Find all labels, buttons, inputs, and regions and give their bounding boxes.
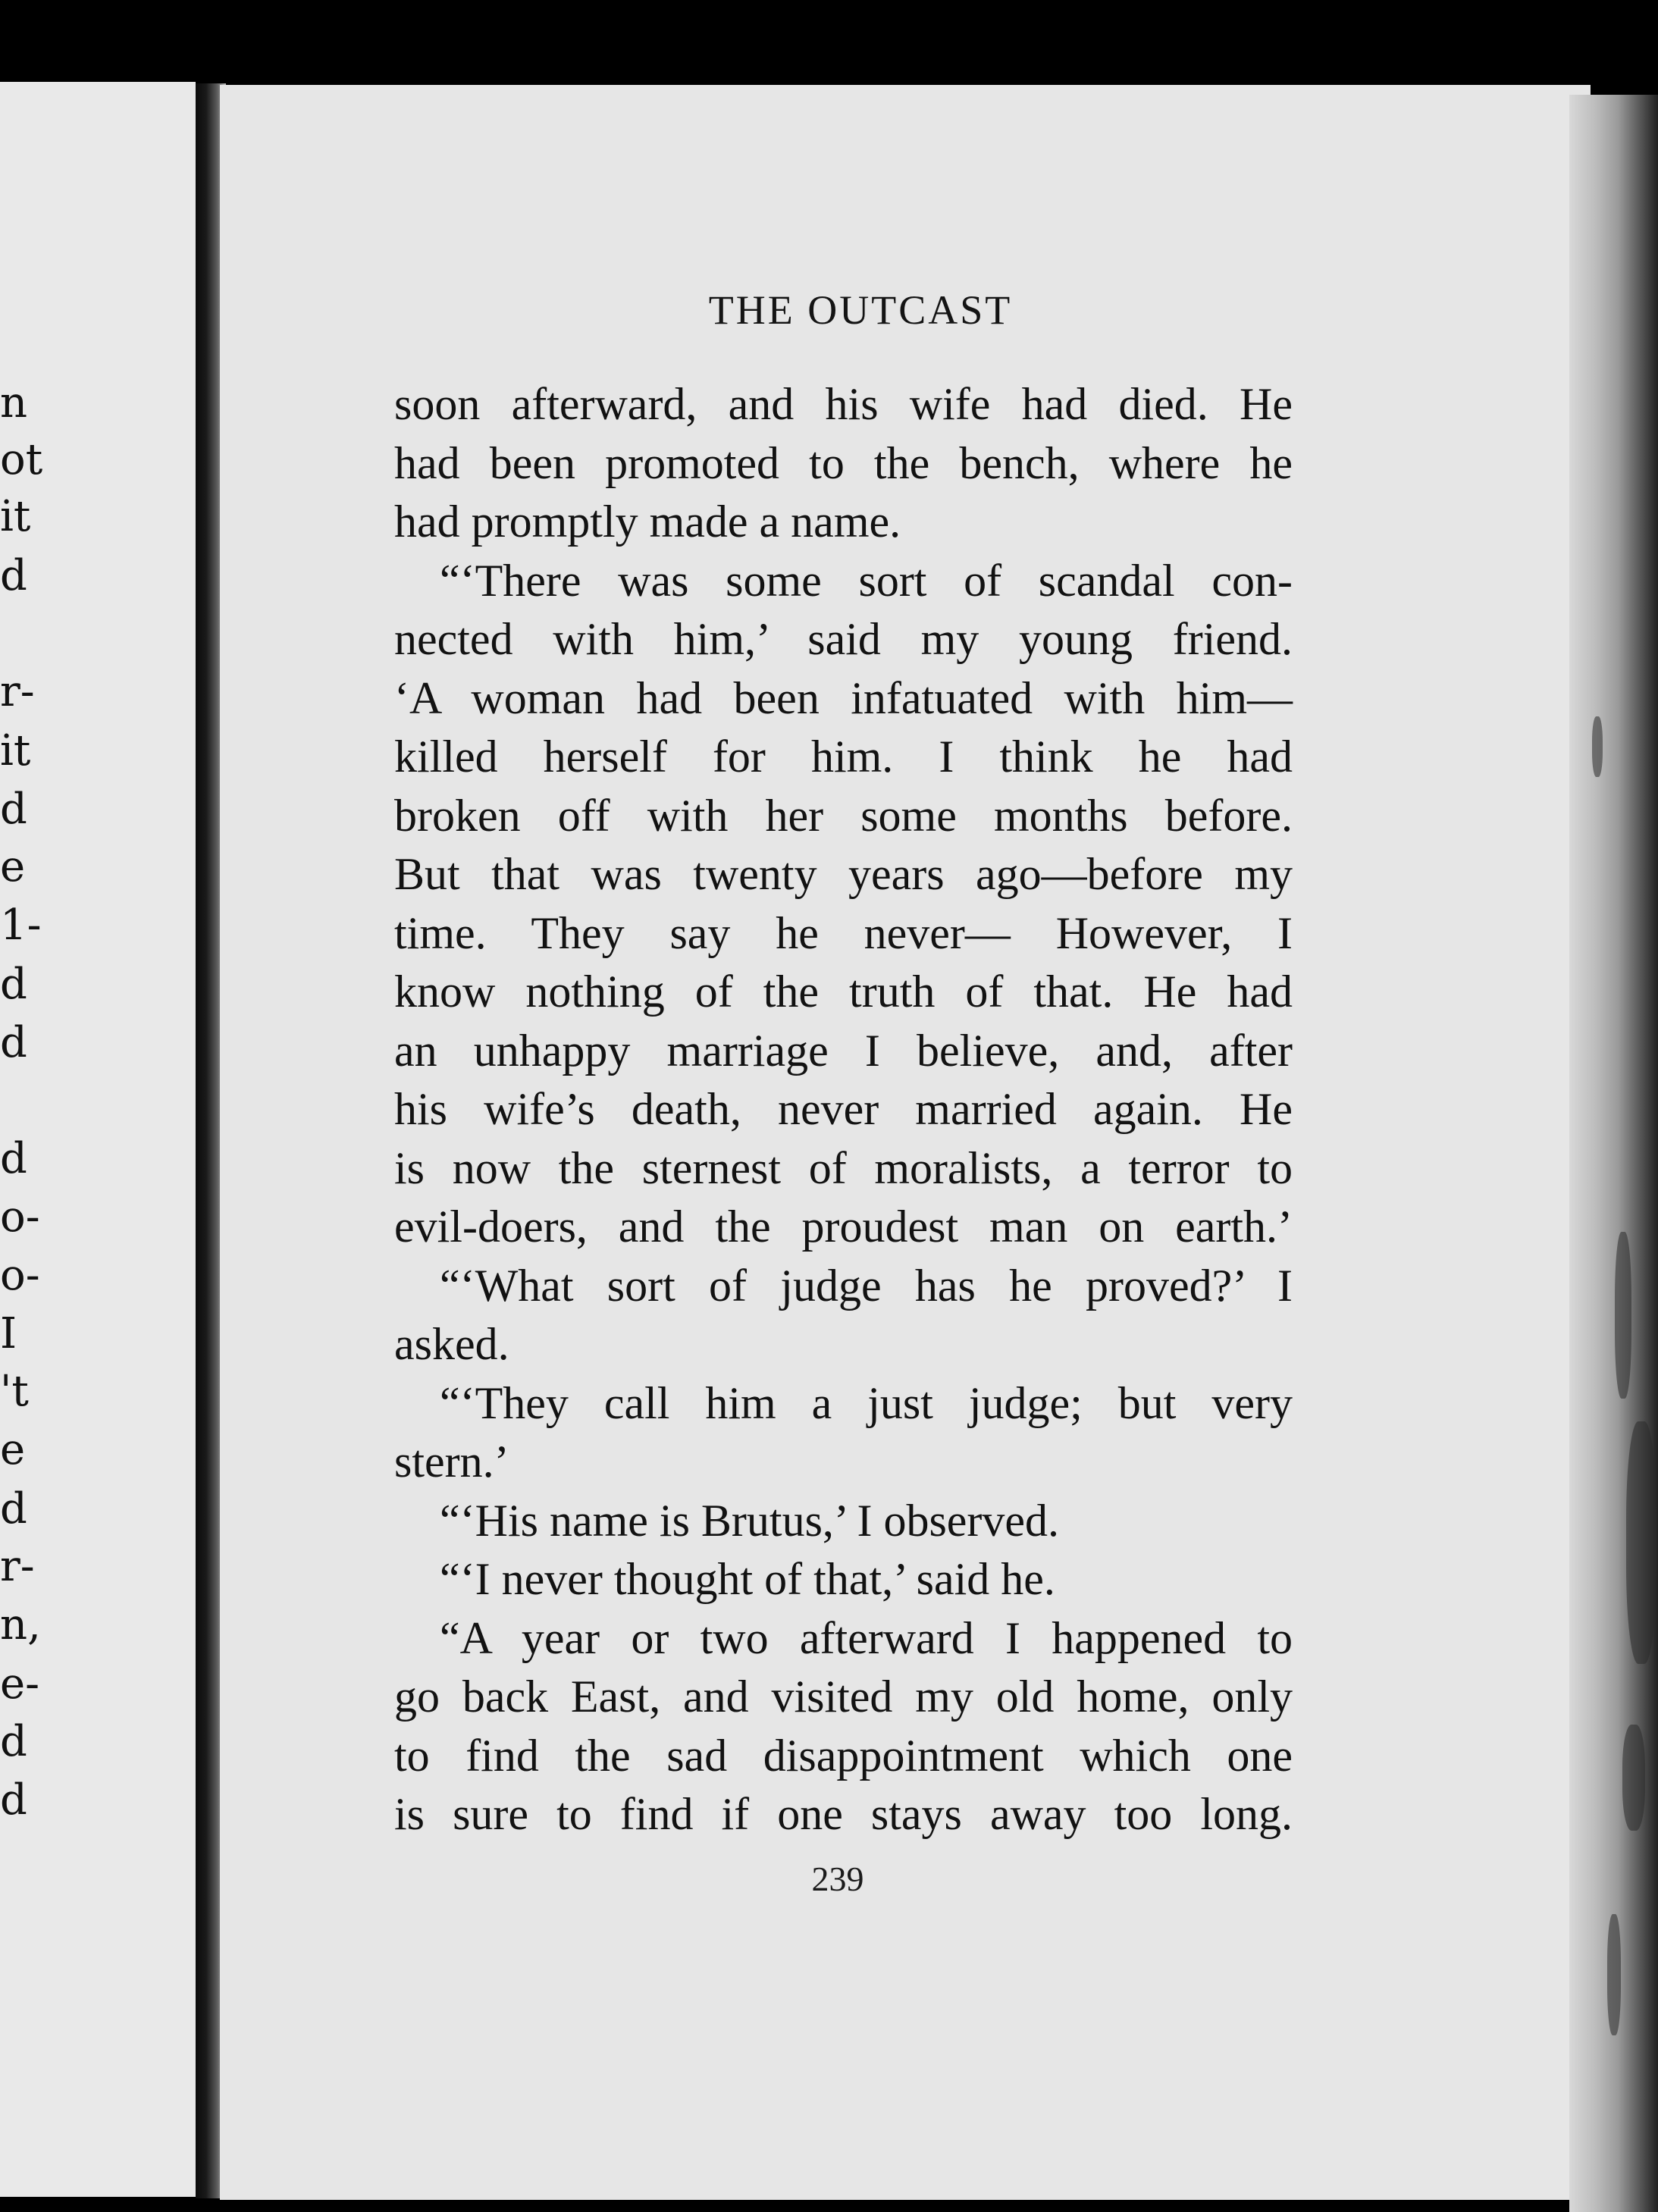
edge-text: d [0, 1134, 27, 1183]
text-line: go back East, and visited my old home, only [394, 1672, 1293, 1722]
edge-text: r- [0, 1542, 35, 1591]
edge-text: d [0, 1717, 27, 1766]
text-line: “A year or two afterward I happened to [440, 1612, 1293, 1663]
text-line: broken off with her some months before. [394, 790, 1293, 841]
edge-text: I [0, 1309, 17, 1358]
edge-text: n [0, 378, 28, 428]
text-line: had been promoted to the bench, where he [394, 437, 1293, 488]
page-number: 239 [811, 1860, 864, 1898]
edge-text: e [0, 1425, 26, 1474]
edge-text: it [0, 726, 31, 775]
text-line: an unhappy marriage I believe, and, after [394, 1025, 1293, 1076]
edge-text: o- [0, 1251, 40, 1300]
edge-text: d [0, 551, 27, 600]
text-line: evil-doers, and the proudest man on earth.’ [394, 1202, 1293, 1252]
edge-text: d [0, 1775, 27, 1825]
text-line: his wife’s death, never married again. He [394, 1084, 1293, 1134]
running-head: THE OUTCAST [708, 287, 1013, 333]
text-line: to find the sad disappointment which one [394, 1730, 1293, 1781]
edge-text: 1- [0, 901, 42, 950]
text-line: “‘There was some sort of scandal con- [440, 555, 1293, 606]
previous-page-edge [0, 82, 196, 2197]
text-line: nected with him,’ said my young friend. [394, 614, 1293, 664]
edge-text: r- [0, 667, 35, 716]
text-line: asked. [394, 1319, 509, 1369]
text-line: stern.’ [394, 1437, 509, 1487]
text-line: killed herself for him. I think he had [394, 732, 1293, 782]
page-edge-stack [1569, 95, 1658, 2212]
text-line: “‘What sort of judge has he proved?’ I [440, 1260, 1293, 1311]
edge-text: 't [0, 1367, 29, 1416]
edge-text: e [0, 842, 26, 891]
text-line: “‘His name is Brutus,’ I observed. [440, 1495, 1060, 1546]
edge-text: d [0, 960, 27, 1009]
edge-text: o- [0, 1192, 40, 1242]
text-line: had promptly made a name. [394, 497, 901, 547]
text-line: soon afterward, and his wife had died. He [394, 379, 1293, 429]
text-line: is now the sternest of moralists, a terror to [394, 1142, 1293, 1193]
body-text [394, 375, 1293, 1844]
text-line: “‘They call him a just judge; but very [440, 1377, 1293, 1428]
edge-text: ot [0, 435, 43, 484]
edge-text: d [0, 1018, 27, 1067]
text-line: But that was twenty years ago—before my [394, 849, 1293, 899]
text-line: is sure to find if one stays away too long. [394, 1789, 1293, 1839]
text-line: know nothing of the truth of that. He had [394, 967, 1293, 1017]
edge-text: e- [0, 1659, 40, 1709]
edge-text: it [0, 492, 31, 541]
text-line: ‘A woman had been infatuated with him— [394, 672, 1293, 723]
edge-text: n, [0, 1600, 41, 1650]
text-line: “‘I never thought of that,’ said he. [440, 1554, 1055, 1604]
text-line: time. They say he never— However, I [394, 907, 1293, 958]
edge-text: d [0, 1484, 27, 1534]
edge-text: d [0, 785, 27, 834]
